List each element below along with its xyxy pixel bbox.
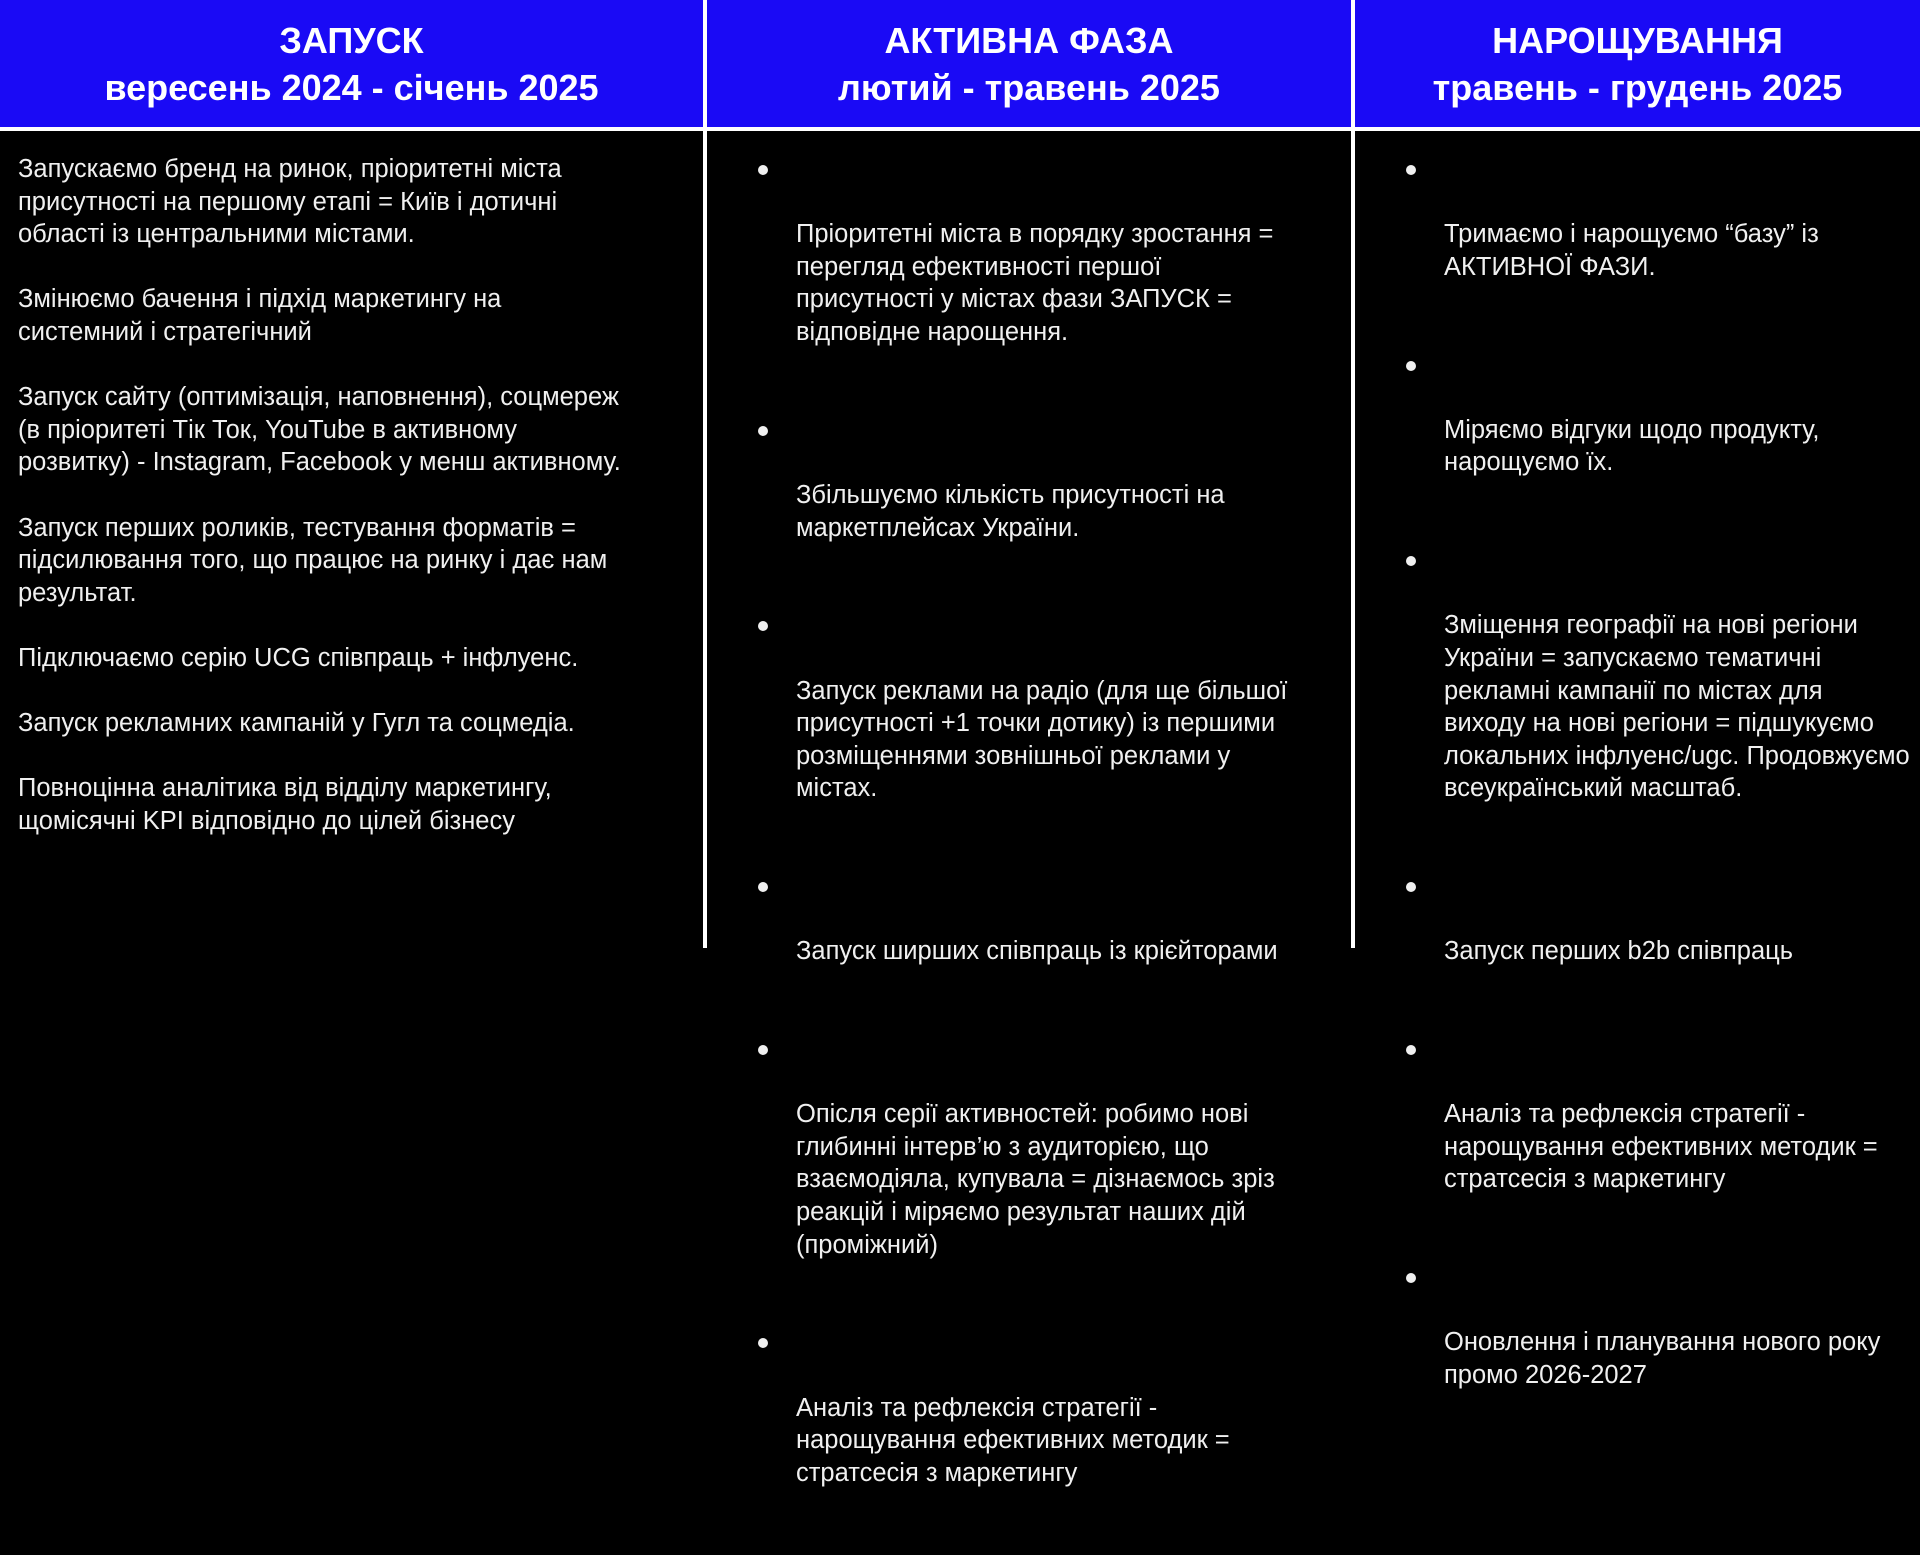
bullet-text: Міряємо відгуки щодо продукту, нарощуємо їх.	[1444, 415, 1820, 477]
bullet-item	[1402, 1261, 1920, 1424]
phase-column-launch	[0, 0, 703, 948]
phase-title: НАРОЩУВАННЯ	[1492, 19, 1783, 61]
header-divider	[0, 127, 1920, 131]
phase-paragraph: Запускаємо бренд на ринок, пріоритетні міста присутності на першому етапі = Київ і дотичні області із центральними містами.	[18, 155, 562, 249]
bullet-text: Пріоритетні міста в порядку зростання = перегляд ефективності першої присутності у містах фази ЗАПУСК = відповідне нарощення.	[796, 220, 1274, 346]
bullet-text: Запуск реклами на радіо (для ще більшої присутності +1 точки дотику) із першими розміщеннями зовнішньої реклами у містах.	[796, 676, 1288, 803]
phase-header-launch	[0, 0, 703, 127]
bullet-dot-icon	[758, 621, 768, 631]
phase-column-growth	[1355, 0, 1920, 1389]
bullet-dot-icon	[1406, 1045, 1416, 1055]
bullet-dot-icon	[758, 1338, 768, 1348]
column-divider	[1351, 0, 1355, 948]
bullet-item	[754, 609, 1347, 837]
bullet-item	[754, 1033, 1347, 1294]
bullet-text: Запуск перших b2b співпраць	[1444, 937, 1794, 966]
bullet-dot-icon	[1406, 556, 1416, 566]
bullet-dot-icon	[758, 426, 768, 436]
phase-period: травень - грудень 2025	[1432, 66, 1843, 108]
bullet-item	[1402, 1033, 1920, 1229]
phase-period: вересень 2024 - січень 2025	[104, 66, 599, 108]
bullet-text: Запуск ширших співпраць із крієйторами	[796, 937, 1278, 966]
bullet-dot-icon	[758, 1045, 768, 1055]
bullet-text: Опісля серії активностей: робимо нові глибинні інтерв’ю з аудиторією, що взаємодіяла, купувала = дізнаємось зріз реакцій і міряємо результат наших дій (проміжний)	[796, 1100, 1275, 1259]
phase-period: лютий - травень 2025	[838, 66, 1220, 108]
phase-paragraph: Змінюємо бачення і підхід маркетингу на системний і стратегічний	[18, 285, 502, 346]
phase-body-active	[754, 153, 1347, 1555]
bullet-item	[1402, 153, 1920, 316]
bullet-dot-icon	[758, 165, 768, 175]
bullet-item	[754, 870, 1347, 1000]
bullet-dot-icon	[1406, 361, 1416, 371]
phase-body-launch	[18, 153, 695, 870]
phase-body-growth	[1402, 153, 1920, 1457]
phase-column-active	[707, 0, 1351, 1487]
bullet-text: Оновлення і планування нового року промо 2026-2027	[1444, 1328, 1881, 1389]
phase-paragraph: Запуск рекламних кампаній у Гугл та соцмедіа.	[18, 709, 575, 738]
bullet-text: Збільшуємо кількість присутності на маркетплейсах України.	[796, 480, 1225, 542]
phase-paragraph: Підключаємо серію UCG співпраць + інфлуенс.	[18, 643, 579, 672]
phase-header-active	[707, 0, 1351, 127]
phase-paragraph: Запуск перших роликів, тестування форматів = підсилювання того, що працює на ринку і дає нам результат.	[18, 513, 608, 607]
bullet-item	[754, 414, 1347, 577]
bullet-text: Зміщення географії на нові регіони України = запускаємо тематичні рекламні кампанії по містах для виходу на нові регіони = підшукуємо локальних інфлуенс/ugc. Продовжуємо всеукраїнський масштаб.	[1444, 611, 1910, 803]
bullet-dot-icon	[1406, 1273, 1416, 1283]
phase-title: ЗАПУСК	[279, 19, 424, 61]
bullet-item	[754, 1326, 1347, 1522]
phase-header-growth	[1355, 0, 1920, 127]
column-divider	[703, 0, 707, 948]
bullet-item	[1402, 544, 1920, 837]
bullet-dot-icon	[1406, 882, 1416, 892]
bullet-item	[1402, 349, 1920, 512]
phase-paragraph: Повноцінна аналітика від відділу маркетингу, щомісячні KPI відповідно до цілей бізнесу	[18, 774, 552, 835]
bullet-dot-icon	[758, 882, 768, 892]
phase-paragraph: Запуск сайту (оптимізація, наповнення), соцмереж (в пріоритеті Тік Ток, YouTube в активному розвитку) - Instagram, Facebook у менш активному.	[18, 383, 621, 477]
phase-title: АКТИВНА ФАЗА	[884, 19, 1174, 61]
bullet-text: Аналіз та рефлексія стратегії - нарощування ефективних методик = стратсесія з маркетингу	[1444, 1100, 1878, 1194]
bullet-dot-icon	[1406, 165, 1416, 175]
bullet-item	[754, 153, 1347, 381]
bullet-text: Тримаємо і нарощуємо “базу” із АКТИВНОЇ ФАЗИ.	[1444, 220, 1819, 281]
bullet-text: Аналіз та рефлексія стратегії - нарощування ефективних методик = стратсесія з маркетингу	[796, 1393, 1230, 1487]
bullet-item	[1402, 870, 1920, 1000]
